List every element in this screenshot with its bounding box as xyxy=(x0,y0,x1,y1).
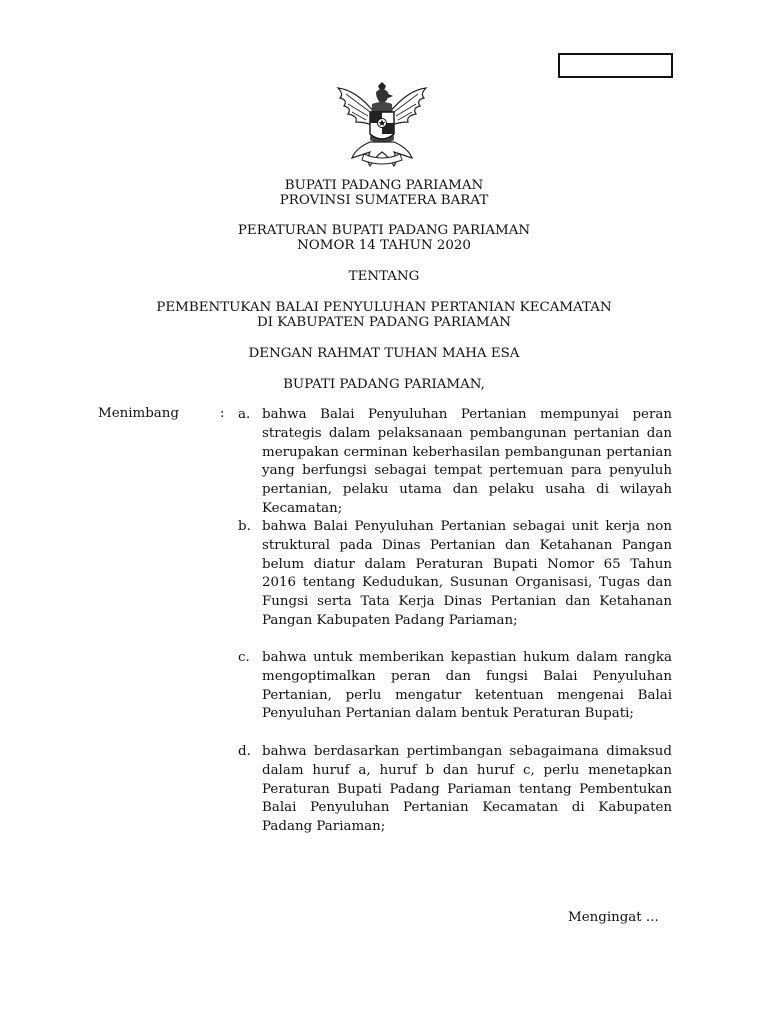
garuda-emblem-icon xyxy=(326,82,438,170)
item-text: bahwa untuk memberikan kepastian hukum dalam rangka mengoptimalkan peran dan fungsi Balai Penyuluhan Pertanian, perlu mengatur ketentuan mengenai Balai Penyuluhan Pertanian dalam bentuk Peraturan Bupati; xyxy=(262,650,672,722)
header-regent-title: BUPATI PADANG PARIAMAN xyxy=(284,178,484,193)
item-marker: d. xyxy=(238,744,251,759)
considering-item-b xyxy=(238,518,672,631)
item-marker: b. xyxy=(238,519,251,534)
subject-line-1: PEMBENTUKAN BALAI PENYULUHAN PERTANIAN KECAMATAN xyxy=(156,300,612,315)
item-marker: c. xyxy=(238,650,250,665)
considering-label: Menimbang xyxy=(98,406,179,421)
item-text: bahwa Balai Penyuluhan Pertanian sebagai unit kerja non struktural pada Dinas Pertanian dan Ketahanan Pangan belum diatur dalam Peraturan Bupati Nomor 65 Tahun 2016 tentang Kedudukan, Susunan Organisasi, Tugas dan Fungsi serta Tata Kerja Dinas Pertanian dan Ketahanan Pangan Kabupaten Padang Pariaman; xyxy=(262,519,672,628)
about-heading: TENTANG xyxy=(348,269,420,284)
next-page-catchword: Mengingat ... xyxy=(568,910,659,925)
considering-item-c xyxy=(238,649,672,724)
item-text: bahwa berdasarkan pertimbangan sebagaimana dimaksud dalam huruf a, huruf b dan huruf c, perlu menetapkan Peraturan Bupati Padang Pariaman tentang Pembentukan Balai Penyuluhan Pertanian Kecamatan di Kabupaten Padang Pariaman; xyxy=(262,744,672,835)
empty-number-box xyxy=(558,53,673,78)
item-marker: a. xyxy=(238,407,251,422)
grace-statement: DENGAN RAHMAT TUHAN MAHA ESA xyxy=(248,346,520,361)
header-province: PROVINSI SUMATERA BARAT xyxy=(279,193,489,208)
considering-item-d xyxy=(238,743,672,837)
regulation-title: PERATURAN BUPATI PADANG PARIAMAN xyxy=(237,223,531,238)
regulation-number: NOMOR 14 TAHUN 2020 xyxy=(297,238,471,253)
considering-item-a xyxy=(238,406,672,519)
regent-statement: BUPATI PADANG PARIAMAN, xyxy=(283,377,485,392)
considering-colon: : xyxy=(220,406,225,421)
subject-line-2: DI KABUPATEN PADANG PARIAMAN xyxy=(256,315,512,330)
item-text: bahwa Balai Penyuluhan Pertanian mempunyai peran strategis dalam pelaksanaan pembangunan pertanian dan merupakan cerminan keberhasilan pembangunan pertanian yang berfungsi sebagai tempat pertemuan para penyuluh pertanian, pelaku utama dan pelaku usaha di wilayah Kecamatan; xyxy=(262,407,672,516)
